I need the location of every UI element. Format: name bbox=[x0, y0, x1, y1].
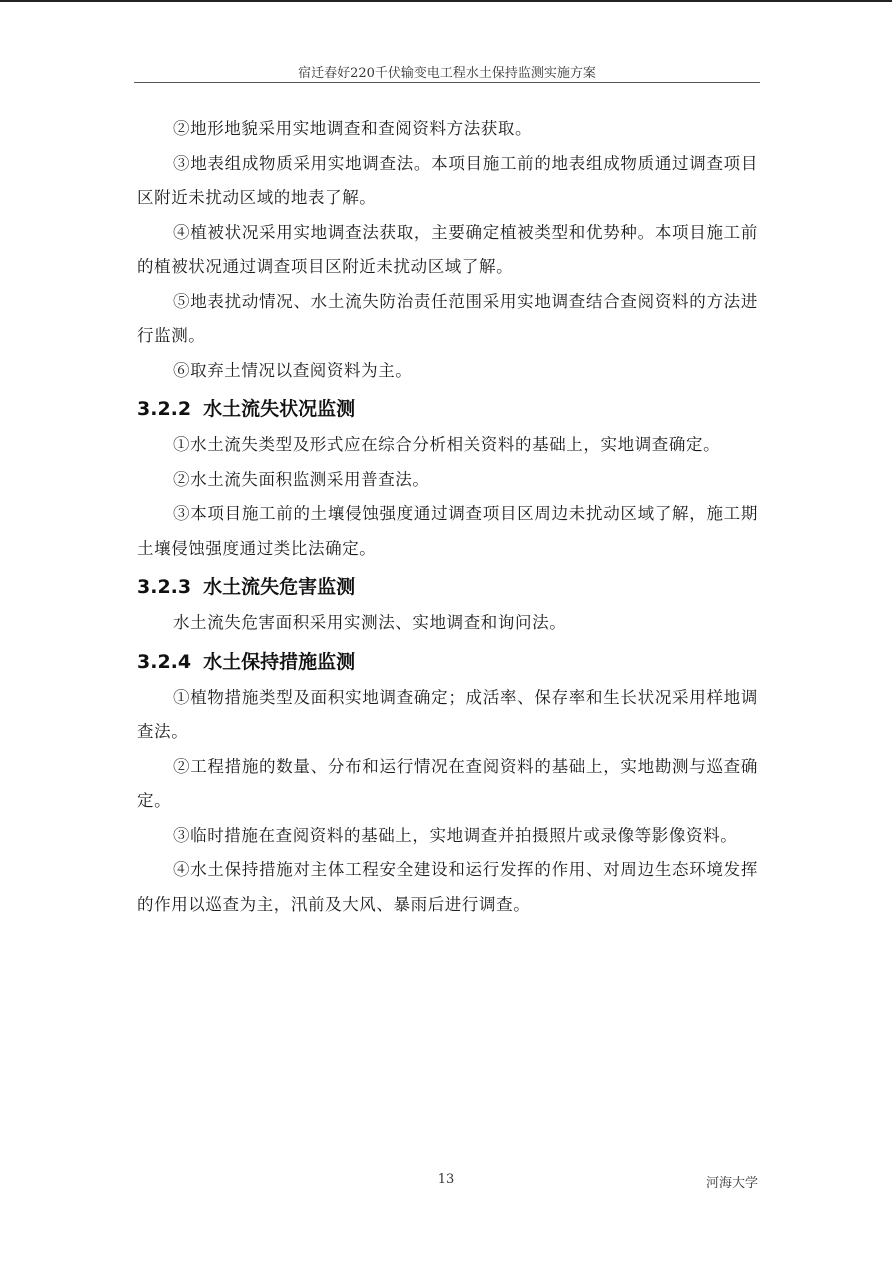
section-heading bbox=[137, 398, 758, 420]
footer-organization: 河海大学 bbox=[705, 1176, 758, 1191]
section-title: 水土流失危害监测 bbox=[203, 576, 356, 598]
section-number: 3.2.4 bbox=[137, 650, 192, 673]
running-header: 宿迁春好220千伏输变电工程水土保持监测实施方案 bbox=[298, 66, 596, 81]
document-body bbox=[137, 112, 758, 922]
section-3-2-4 bbox=[137, 651, 758, 923]
paragraph: ⑤地表扰动情况、水土流失防治责任范围采用实地调查结合查阅资料的方法进行监测。 bbox=[137, 291, 758, 345]
paragraph: ②水土流失面积监测采用普查法。 bbox=[173, 469, 430, 489]
paragraph: ①植物措施类型及面积实地调查确定；成活率、保存率和生长状况采用样地调查法。 bbox=[137, 687, 758, 741]
paragraph: ②工程措施的数量、分布和运行情况在查阅资料的基础上，实地勘测与巡查确定。 bbox=[137, 756, 758, 810]
paragraph: ①水土流失类型及形式应在综合分析相关资料的基础上，实地调查确定。 bbox=[173, 435, 721, 454]
section-intro bbox=[137, 112, 758, 388]
section-heading bbox=[137, 651, 758, 673]
paragraph: ④植被状况采用实地调查法获取，主要确定植被类型和优势种。本项目施工前的植被状况通过调查项目区附近未扰动区域了解。 bbox=[137, 222, 758, 276]
page-number: 13 bbox=[437, 1172, 455, 1187]
paragraph: ④水土保持措施对主体工程安全建设和运行发挥的作用、对周边生态环境发挥的作用以巡查为主，汛前及大风、暴雨后进行调查。 bbox=[137, 860, 758, 914]
paragraph: ③临时措施在查阅资料的基础上，实地调查并拍摄照片或录像等影像资料。 bbox=[173, 825, 738, 845]
section-number: 3.2.2 bbox=[137, 398, 192, 420]
paragraph: ③地表组成物质采用实地调查法。本项目施工前的地表组成物质通过调查项目区附近未扰动区域的地表了解。 bbox=[137, 153, 758, 207]
paragraph: ⑥取弃土情况以查阅资料为主。 bbox=[173, 360, 413, 380]
page-top-border bbox=[0, 0, 892, 2]
section-3-2-3 bbox=[137, 576, 758, 641]
section-title: 水土保持措施监测 bbox=[203, 650, 356, 673]
paragraph: ②地形地貌采用实地调查和查阅资料方法获取。 bbox=[173, 119, 533, 138]
section-heading bbox=[137, 576, 758, 598]
section-3-2-2 bbox=[137, 398, 758, 566]
paragraph: ③本项目施工前的土壤侵蚀强度通过调查项目区周边未扰动区域了解，施工期土壤侵蚀强度通过类比法确定。 bbox=[137, 504, 758, 558]
header-rule bbox=[134, 82, 760, 83]
paragraph: 水土流失危害面积采用实测法、实地调查和询问法。 bbox=[173, 613, 567, 632]
section-title: 水土流失状况监测 bbox=[203, 398, 356, 420]
section-number: 3.2.3 bbox=[137, 576, 192, 598]
